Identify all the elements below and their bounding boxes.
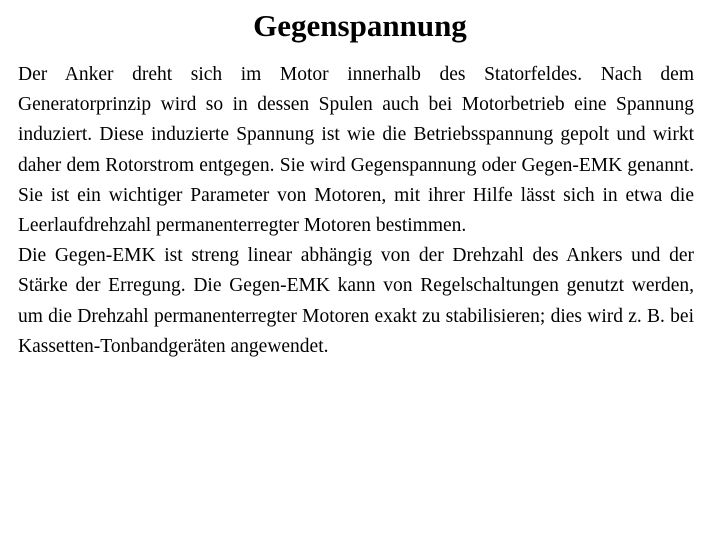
slide-body — [18, 60, 694, 362]
body-paragraph-1: Der Anker dreht sich im Motor innerhalb des Statorfeldes. Nach dem Generatorprinzip wird so in dessen Spulen auch bei Motorbetrieb eine Spannung induziert. Diese induzierte Spannung ist wie die Betriebsspannung gepolt und wirkt daher dem Rotorstrom entgegen. Sie wird Gegenspannung oder Gegen-EMK genannt. Sie ist ein wichtiger Parameter von Motoren, mit ihrer Hilfe lässt sich in etwa die Leerlaufdrehzahl permanenterregter Motoren bestimmen. — [18, 64, 694, 237]
slide-title: Gegenspannung — [253, 8, 467, 43]
body-paragraph-2: Die Gegen-EMK ist streng linear abhängig von der Drehzahl des Ankers und der Stärke der Erregung. Die Gegen-EMK kann von Regelschaltungen genutzt werden, um die Drehzahl permanenterregter Motoren exakt zu stabilisieren; dies wird z. B. bei Kassetten-Tonbandgeräten angewendet. — [18, 245, 694, 357]
